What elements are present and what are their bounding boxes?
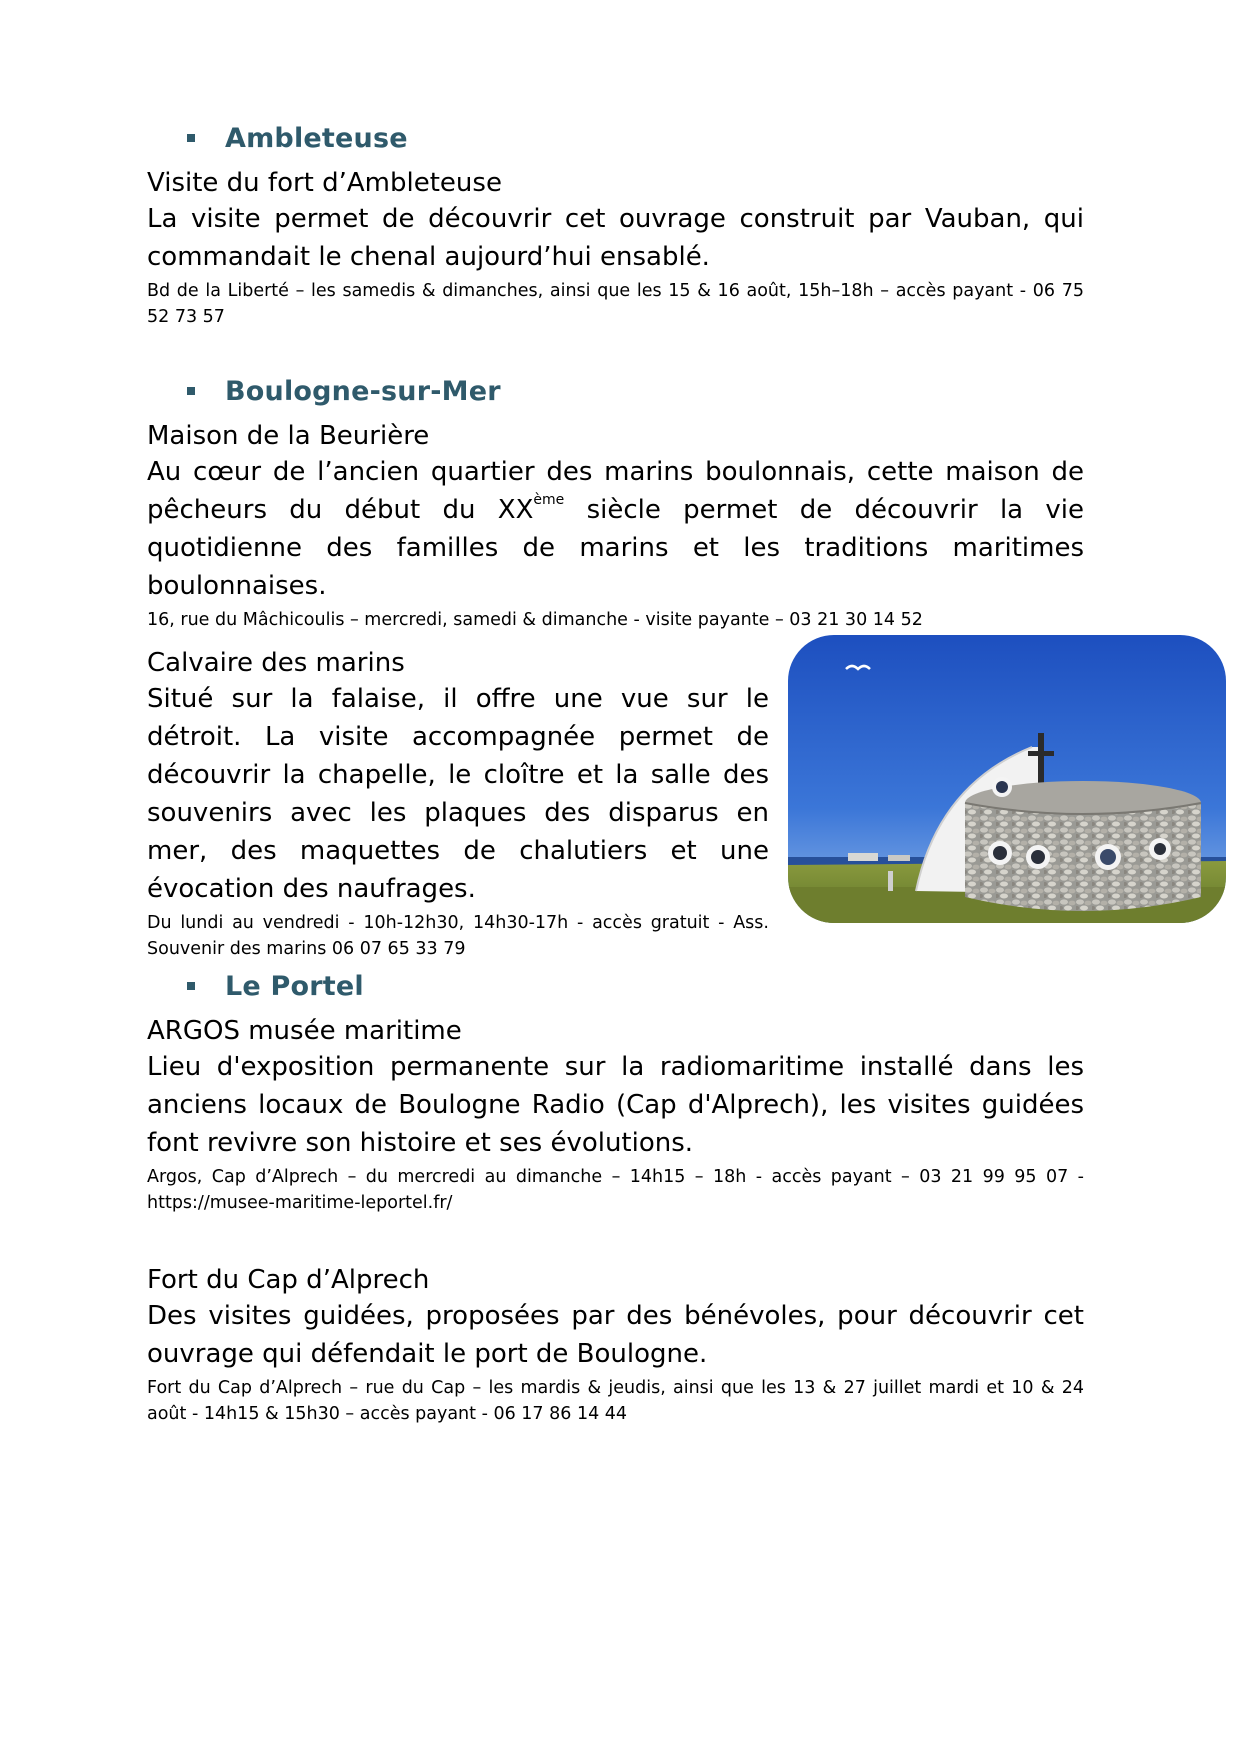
entry-title: Calvaire des marins (147, 648, 405, 678)
entry-calvaire-marins (147, 646, 769, 962)
square-bullet-icon (187, 134, 195, 142)
entry-maison-beuriere (147, 419, 1084, 633)
superscript: ème (533, 492, 565, 508)
entry-title: Maison de la Beurière (147, 421, 430, 451)
entry-description: Lieu d'exposition permanente sur la radiomaritime installé dans les anciens locaux de Boulogne Radio (Cap d'Alprech), les visites guidées font revivre son histoire et ses évolutions. (147, 1052, 1084, 1158)
entry-info: Fort du Cap d’Alprech – rue du Cap – les mardis & jeudis, ainsi que les 13 & 27 juillet mardi et 10 & 24 août - 14h15 & 15h30 – accès payant - 06 17 86 14 44 (147, 1378, 1084, 1424)
entry-description: Au cœur de l’ancien quartier des marins boulonnais, cette maison de pêcheurs du début du XXème siècle permet de découvrir la vie quotidienne des familles de marins et les traditions maritimes boulonnaises. (147, 457, 1084, 601)
section-title: Ambleteuse (225, 122, 408, 154)
entry-description: Des visites guidées, proposées par des bénévoles, pour découvrir cet ouvrage qui défendait le port de Boulogne. (147, 1301, 1084, 1369)
square-bullet-icon (187, 982, 195, 990)
entry-fort-cap-alprech (147, 1263, 1084, 1427)
section-heading-boulogne (187, 371, 501, 411)
entry-title: Fort du Cap d’Alprech (147, 1265, 430, 1295)
entry-info: Bd de la Liberté – les samedis & dimanches, ainsi que les 15 & 16 août, 15h–18h – accès payant - 06 75 52 73 57 (147, 281, 1084, 327)
entry-info: Du lundi au vendredi - 10h-12h30, 14h30-17h - accès gratuit - Ass. Souvenir des marins 06 07 65 33 79 (147, 913, 769, 959)
entry-fort-ambleteuse (147, 166, 1084, 330)
section-title: Boulogne-sur-Mer (225, 375, 501, 407)
entry-title: ARGOS musée maritime (147, 1016, 462, 1046)
section-title: Le Portel (225, 970, 364, 1002)
square-bullet-icon (187, 387, 195, 395)
calvaire-illustration (788, 635, 1226, 923)
section-heading-le-portel (187, 966, 364, 1006)
entry-description: Situé sur la falaise, il offre une vue sur le détroit. La visite accompagnée permet de découvrir la chapelle, le cloître et la salle des souvenirs avec les plaques des disparus en mer, des maquettes de chalutiers et une évocation des naufrages. (147, 684, 769, 904)
calvaire-photo (788, 635, 1226, 923)
entry-info: 16, rue du Mâchicoulis – mercredi, samedi & dimanche - visite payante – 03 21 30 14 52 (147, 610, 923, 630)
entry-info: Argos, Cap d’Alprech – du mercredi au dimanche – 14h15 – 18h - accès payant – 03 21 99 95 07 - https://musee-maritime-leportel.fr/ (147, 1167, 1084, 1213)
entry-description: La visite permet de découvrir cet ouvrage construit par Vauban, qui commandait le chenal aujourd’hui ensablé. (147, 204, 1084, 272)
entry-title: Visite du fort d’Ambleteuse (147, 168, 502, 198)
entry-argos-musee (147, 1014, 1084, 1216)
section-heading-ambleteuse (187, 118, 408, 158)
